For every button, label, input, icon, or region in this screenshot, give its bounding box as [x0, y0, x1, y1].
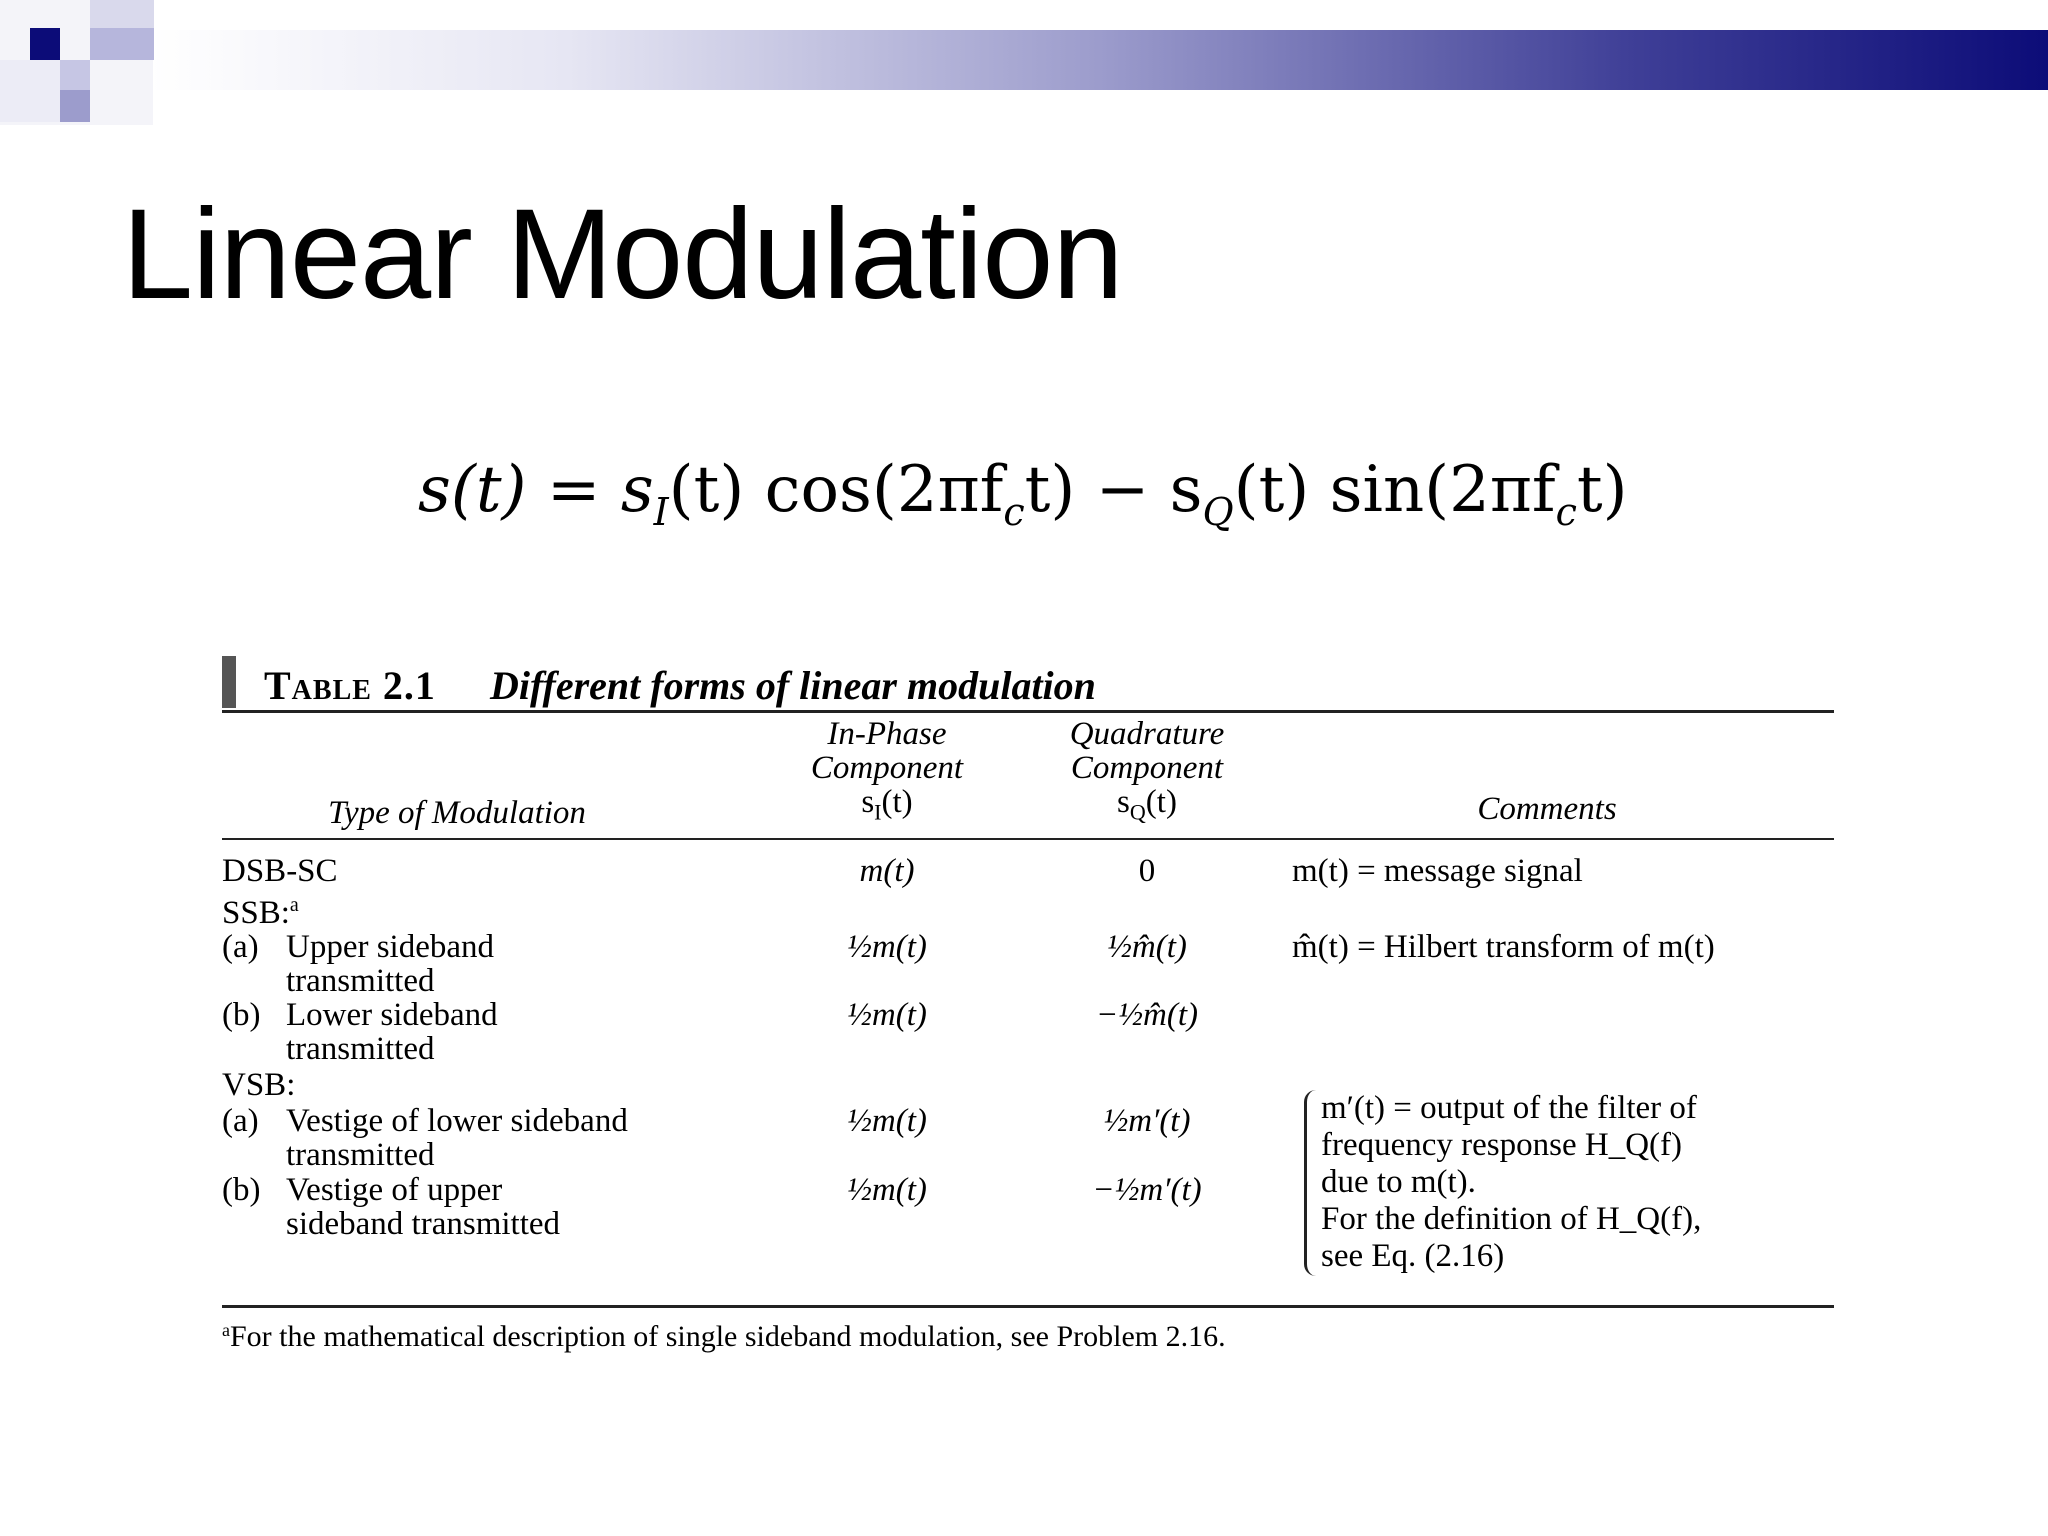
row-quadrature: −½m′(t)	[1092, 1172, 1202, 1208]
vsb-comment-line: For the definition of H_Q(f),	[1321, 1201, 1702, 1237]
row-type: (b) Lower sideband transmitted	[222, 997, 498, 1067]
equation-sub: I	[653, 490, 669, 534]
row-type: VSB:	[222, 1067, 296, 1103]
row-type: (b) Vestige of upper sideband transmitted	[222, 1172, 561, 1242]
vsb-comment-line: due to m(t).	[1321, 1164, 1476, 1200]
vsb-comment-line: frequency response H_Q(f)	[1321, 1127, 1683, 1163]
equation-part: (t) sin(2πf	[1233, 453, 1556, 527]
header-inphase	[762, 717, 1012, 830]
row-type: (a) Vestige of lower sideband transmitted	[222, 1103, 628, 1173]
caption-marker	[222, 656, 236, 708]
equation-part: t)	[1576, 453, 1628, 527]
row-comment: m(t) = message signal	[1292, 853, 1583, 889]
table-footnote: $^a$For the mathematical description of single sideband modulation, see Problem 2.16.	[222, 1320, 1226, 1353]
header-quad-line2: Component	[1070, 750, 1224, 787]
header-quad-line1: Quadrature	[1069, 716, 1225, 753]
header-square	[90, 28, 154, 60]
row-quadrature: −½m̂(t)	[1096, 997, 1198, 1033]
table-caption-text: Different forms of linear modulation	[489, 663, 1096, 708]
equation-sub: Q	[1202, 490, 1234, 534]
row-quadrature: 0	[1138, 853, 1156, 889]
vsb-comment-line: m′(t) = output of the filter of	[1321, 1090, 1697, 1126]
header-inphase-symbol: $s_I(t)$	[861, 784, 913, 825]
row-type: DSB-SC	[222, 853, 338, 889]
equation-part: (t) cos(2πf	[668, 453, 1004, 527]
row-inphase: ½m(t)	[847, 929, 927, 965]
row-quadrature: ½m̂(t)	[1107, 929, 1187, 965]
header-quadrature	[1022, 717, 1272, 830]
header-square	[0, 60, 60, 122]
table-label: Table 2.1	[264, 663, 436, 708]
row-inphase: ½m(t)	[847, 997, 927, 1033]
equation-sub: c	[1555, 490, 1577, 534]
row-quadrature: ½m′(t)	[1103, 1103, 1191, 1139]
header-square-dark	[30, 28, 60, 60]
vsb-comment-brace	[1304, 1090, 1841, 1276]
header-gradient-band	[150, 30, 2048, 90]
header-inphase-line2: Component	[810, 750, 964, 787]
modulation-table	[222, 656, 1834, 1354]
equation-part: s(t) = s	[418, 453, 654, 527]
header-square	[60, 90, 90, 122]
row-inphase: m(t)	[859, 853, 915, 889]
row-comment: m̂(t) = Hilbert transform of m(t)	[1292, 929, 1715, 965]
page-title: Linear Modulation	[122, 183, 1123, 326]
table-caption	[222, 656, 1834, 708]
header-type: Type of Modulation	[328, 795, 586, 831]
header-square	[60, 60, 90, 90]
row-type: SSB:$^a$	[222, 894, 299, 931]
row-inphase: ½m(t)	[847, 1172, 927, 1208]
table-body	[222, 840, 1834, 1303]
row-type: (a) Upper sideband transmitted	[222, 929, 495, 999]
header-comments: Comments	[1477, 791, 1617, 827]
row-inphase: ½m(t)	[847, 1103, 927, 1139]
table-header	[222, 713, 1834, 838]
equation-sub: c	[1003, 490, 1025, 534]
modulation-equation	[418, 445, 1628, 535]
vsb-comment-line: see Eq. (2.16)	[1321, 1238, 1505, 1274]
header-quad-symbol: $s_Q(t)$	[1117, 784, 1177, 825]
equation-part: t) − s	[1024, 453, 1203, 527]
header-inphase-line1: In-Phase	[827, 716, 947, 753]
